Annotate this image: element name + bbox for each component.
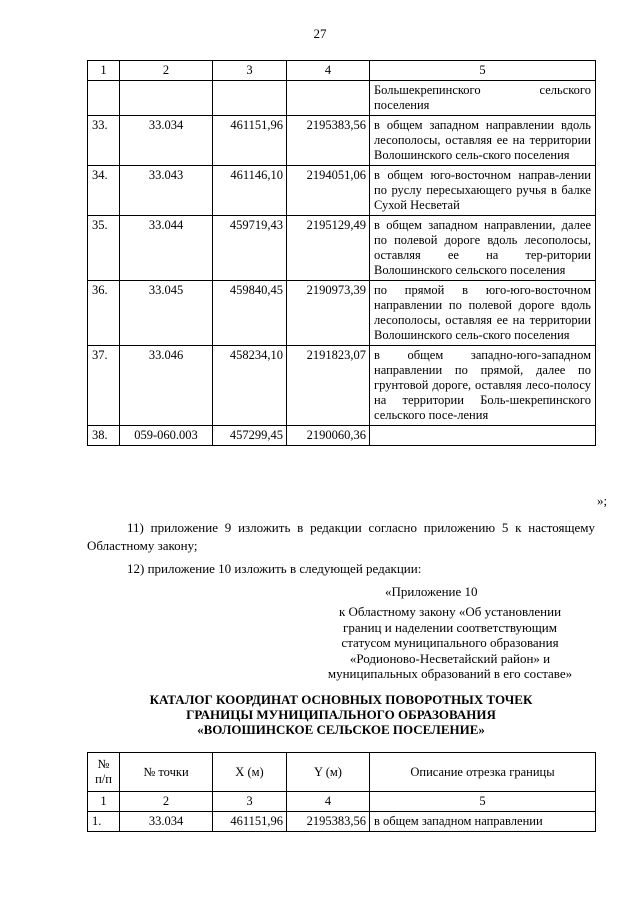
y-coordinate: 2190973,39 <box>287 281 370 346</box>
row-number: 38. <box>88 426 120 446</box>
numbering-row <box>88 792 596 812</box>
point-number: 33.045 <box>120 281 213 346</box>
x-coordinate: 459719,43 <box>213 216 287 281</box>
coordinates-catalog-table <box>87 752 596 832</box>
paragraph-11: 11) приложение 9 изложить в редакции согласно приложению 5 к настоящему Областному закону; <box>87 520 595 553</box>
table-header-row <box>88 753 596 792</box>
catalog-heading-line: КАТАЛОГ КООРДИНАТ ОСНОВНЫХ ПОВОРОТНЫХ ТОЧЕК <box>149 692 533 707</box>
table-row <box>88 346 596 426</box>
header-cell: 2 <box>120 792 213 812</box>
header-cell: 4 <box>287 61 370 81</box>
y-coordinate: 2194051,06 <box>287 166 370 216</box>
header-cell-description: Описание отрезка границы <box>370 753 596 792</box>
appendix-line: к Областному закону «Об установлении <box>338 604 562 619</box>
header-cell: 1 <box>88 61 120 81</box>
segment-description: Большекрепинского сельского поселения <box>370 81 596 116</box>
header-cell-point: № точки <box>120 753 213 792</box>
header-cell: 1 <box>88 792 120 812</box>
header-cell: 4 <box>287 792 370 812</box>
header-cell: 5 <box>370 792 596 812</box>
x-coordinate: 461151,96 <box>213 116 287 166</box>
header-cell-y: Y (м) <box>287 753 370 792</box>
header-cell: 2 <box>120 61 213 81</box>
x-coordinate: 461151,96 <box>213 812 287 832</box>
point-number: 33.046 <box>120 346 213 426</box>
appendix-reference <box>300 604 600 682</box>
table-header-row <box>88 61 596 81</box>
table-row <box>88 281 596 346</box>
y-coordinate: 2195383,56 <box>287 812 370 832</box>
point-number: 33.044 <box>120 216 213 281</box>
closing-quote-mark: »; <box>597 493 608 508</box>
point-number: 33.034 <box>120 812 213 832</box>
segment-description: в общем западном направлении <box>370 812 596 832</box>
catalog-heading-line: «ВОЛОШИНСКОЕ СЕЛЬСКОЕ ПОСЕЛЕНИЕ» <box>197 722 485 737</box>
header-cell-x: X (м) <box>213 753 287 792</box>
y-coordinate: 2195383,56 <box>287 116 370 166</box>
segment-description: по прямой в юго-юго-восточном направлении по полевой дороге вдоль лесополосы, оставляя ее на территории Волошинского сель-ского поселения <box>370 281 596 346</box>
point-number: 33.034 <box>120 116 213 166</box>
segment-description: в общем западном направлении вдоль лесополосы, оставляя ее на территории Волошинского сель-ского поселения <box>370 116 596 166</box>
header-cell: 3 <box>213 61 287 81</box>
y-coordinate: 2195129,49 <box>287 216 370 281</box>
header-cell: 3 <box>213 792 287 812</box>
y-coordinate: 2190060,36 <box>287 426 370 446</box>
table-row <box>88 426 596 446</box>
x-coordinate: 458234,10 <box>213 346 287 426</box>
row-number: 35. <box>88 216 120 281</box>
header-label: п/п <box>95 772 112 786</box>
catalog-heading-line: ГРАНИЦЫ МУНИЦИПАЛЬНОГО ОБРАЗОВАНИЯ <box>186 707 496 722</box>
header-label: № <box>97 757 110 771</box>
point-number: 059-060.003 <box>120 426 213 446</box>
appendix-line: границ и наделении соответствующим <box>343 619 557 635</box>
x-coordinate: 459840,45 <box>213 281 287 346</box>
segment-description: в общем юго-восточном направ-лении по руслу пересыхающего ручья в балке Сухой Несветай <box>370 166 596 216</box>
segment-description: в общем западном направлении, далее по полевой дороге вдоль лесополосы, оставляя ее на тер-ритории Волошинского сельского поселения <box>370 216 596 281</box>
header-cell-number <box>88 753 120 792</box>
table-row <box>88 216 596 281</box>
point-number: 33.043 <box>120 166 213 216</box>
segment-description: в общем западно-юго-западном направлении по прямой, далее по грунтовой дороге, оставляя лесо-полосу на территории Боль-шекрепинского сельского посе-ления <box>370 346 596 426</box>
segment-description <box>370 426 596 446</box>
table-row <box>88 812 596 832</box>
appendix-line: «Родионово-Несветайский район» и <box>349 650 551 666</box>
row-number: 1. <box>88 812 120 832</box>
row-number: 33. <box>88 116 120 166</box>
page-number: 27 <box>313 26 327 41</box>
row-number: 36. <box>88 281 120 346</box>
row-number: 34. <box>88 166 120 216</box>
header-cell: 5 <box>370 61 596 81</box>
x-coordinate: 457299,45 <box>213 426 287 446</box>
coordinates-table-continued <box>87 60 596 446</box>
table-row <box>88 81 596 116</box>
appendix-title: «Приложение 10 <box>385 584 478 599</box>
catalog-heading <box>87 692 595 737</box>
x-coordinate: 461146,10 <box>213 166 287 216</box>
table-row <box>88 166 596 216</box>
row-number: 37. <box>88 346 120 426</box>
table-row <box>88 116 596 166</box>
appendix-line: муниципальных образований в его составе» <box>327 666 573 682</box>
y-coordinate: 2191823,07 <box>287 346 370 426</box>
appendix-line: статусом муниципального образования <box>341 635 559 651</box>
paragraph-12: 12) приложение 10 изложить в следующей редакции: <box>127 561 422 576</box>
